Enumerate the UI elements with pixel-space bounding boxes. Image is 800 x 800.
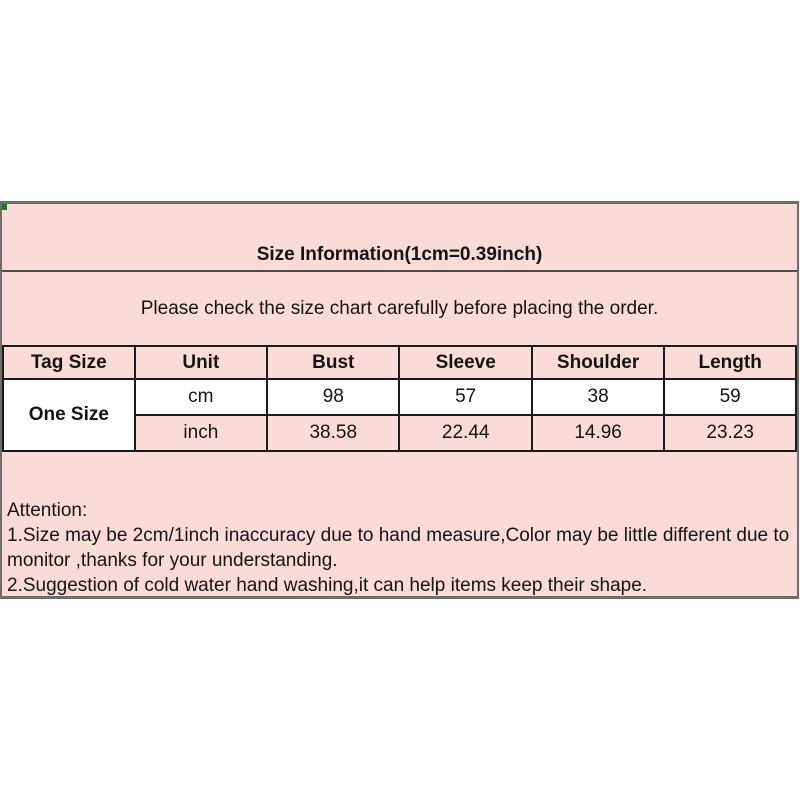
table-row-cm <box>3 379 796 415</box>
header-sleeve: Sleeve <box>399 346 531 379</box>
tag-size-value: One Size <box>3 379 135 451</box>
cm-length: 59 <box>664 379 796 415</box>
attention-heading: Attention: <box>7 500 88 521</box>
cm-sleeve: 57 <box>399 379 531 415</box>
inch-sleeve: 22.44 <box>399 415 531 451</box>
panel-title: Size Information(1cm=0.39inch) <box>2 204 797 272</box>
header-shoulder: Shoulder <box>532 346 664 379</box>
inch-length: 23.23 <box>664 415 796 451</box>
cm-bust: 98 <box>267 379 399 415</box>
panel-subtitle: Please check the size chart carefully before placing the order. <box>140 297 659 319</box>
size-table <box>2 345 797 452</box>
inch-shoulder: 14.96 <box>532 415 664 451</box>
green-corner-mark <box>2 204 7 210</box>
header-unit: Unit <box>135 346 267 379</box>
cm-unit: cm <box>135 379 267 415</box>
header-tag-size: Tag Size <box>3 346 135 379</box>
attention-block <box>2 452 797 598</box>
attention-line-1: 1.Size may be 2cm/1inch inaccuracy due to hand measure,Color may be little different due to <box>7 525 790 546</box>
header-length: Length <box>664 346 796 379</box>
attention-line-2: monitor ,thanks for your understanding. <box>7 550 338 571</box>
cm-shoulder: 38 <box>532 379 664 415</box>
size-table-header-row <box>3 346 796 379</box>
size-info-panel <box>0 201 799 599</box>
header-bust: Bust <box>267 346 399 379</box>
inch-bust: 38.58 <box>267 415 399 451</box>
attention-line-3: 2.Suggestion of cold water hand washing,it can help items keep their shape. <box>7 575 648 596</box>
inch-unit: inch <box>135 415 267 451</box>
